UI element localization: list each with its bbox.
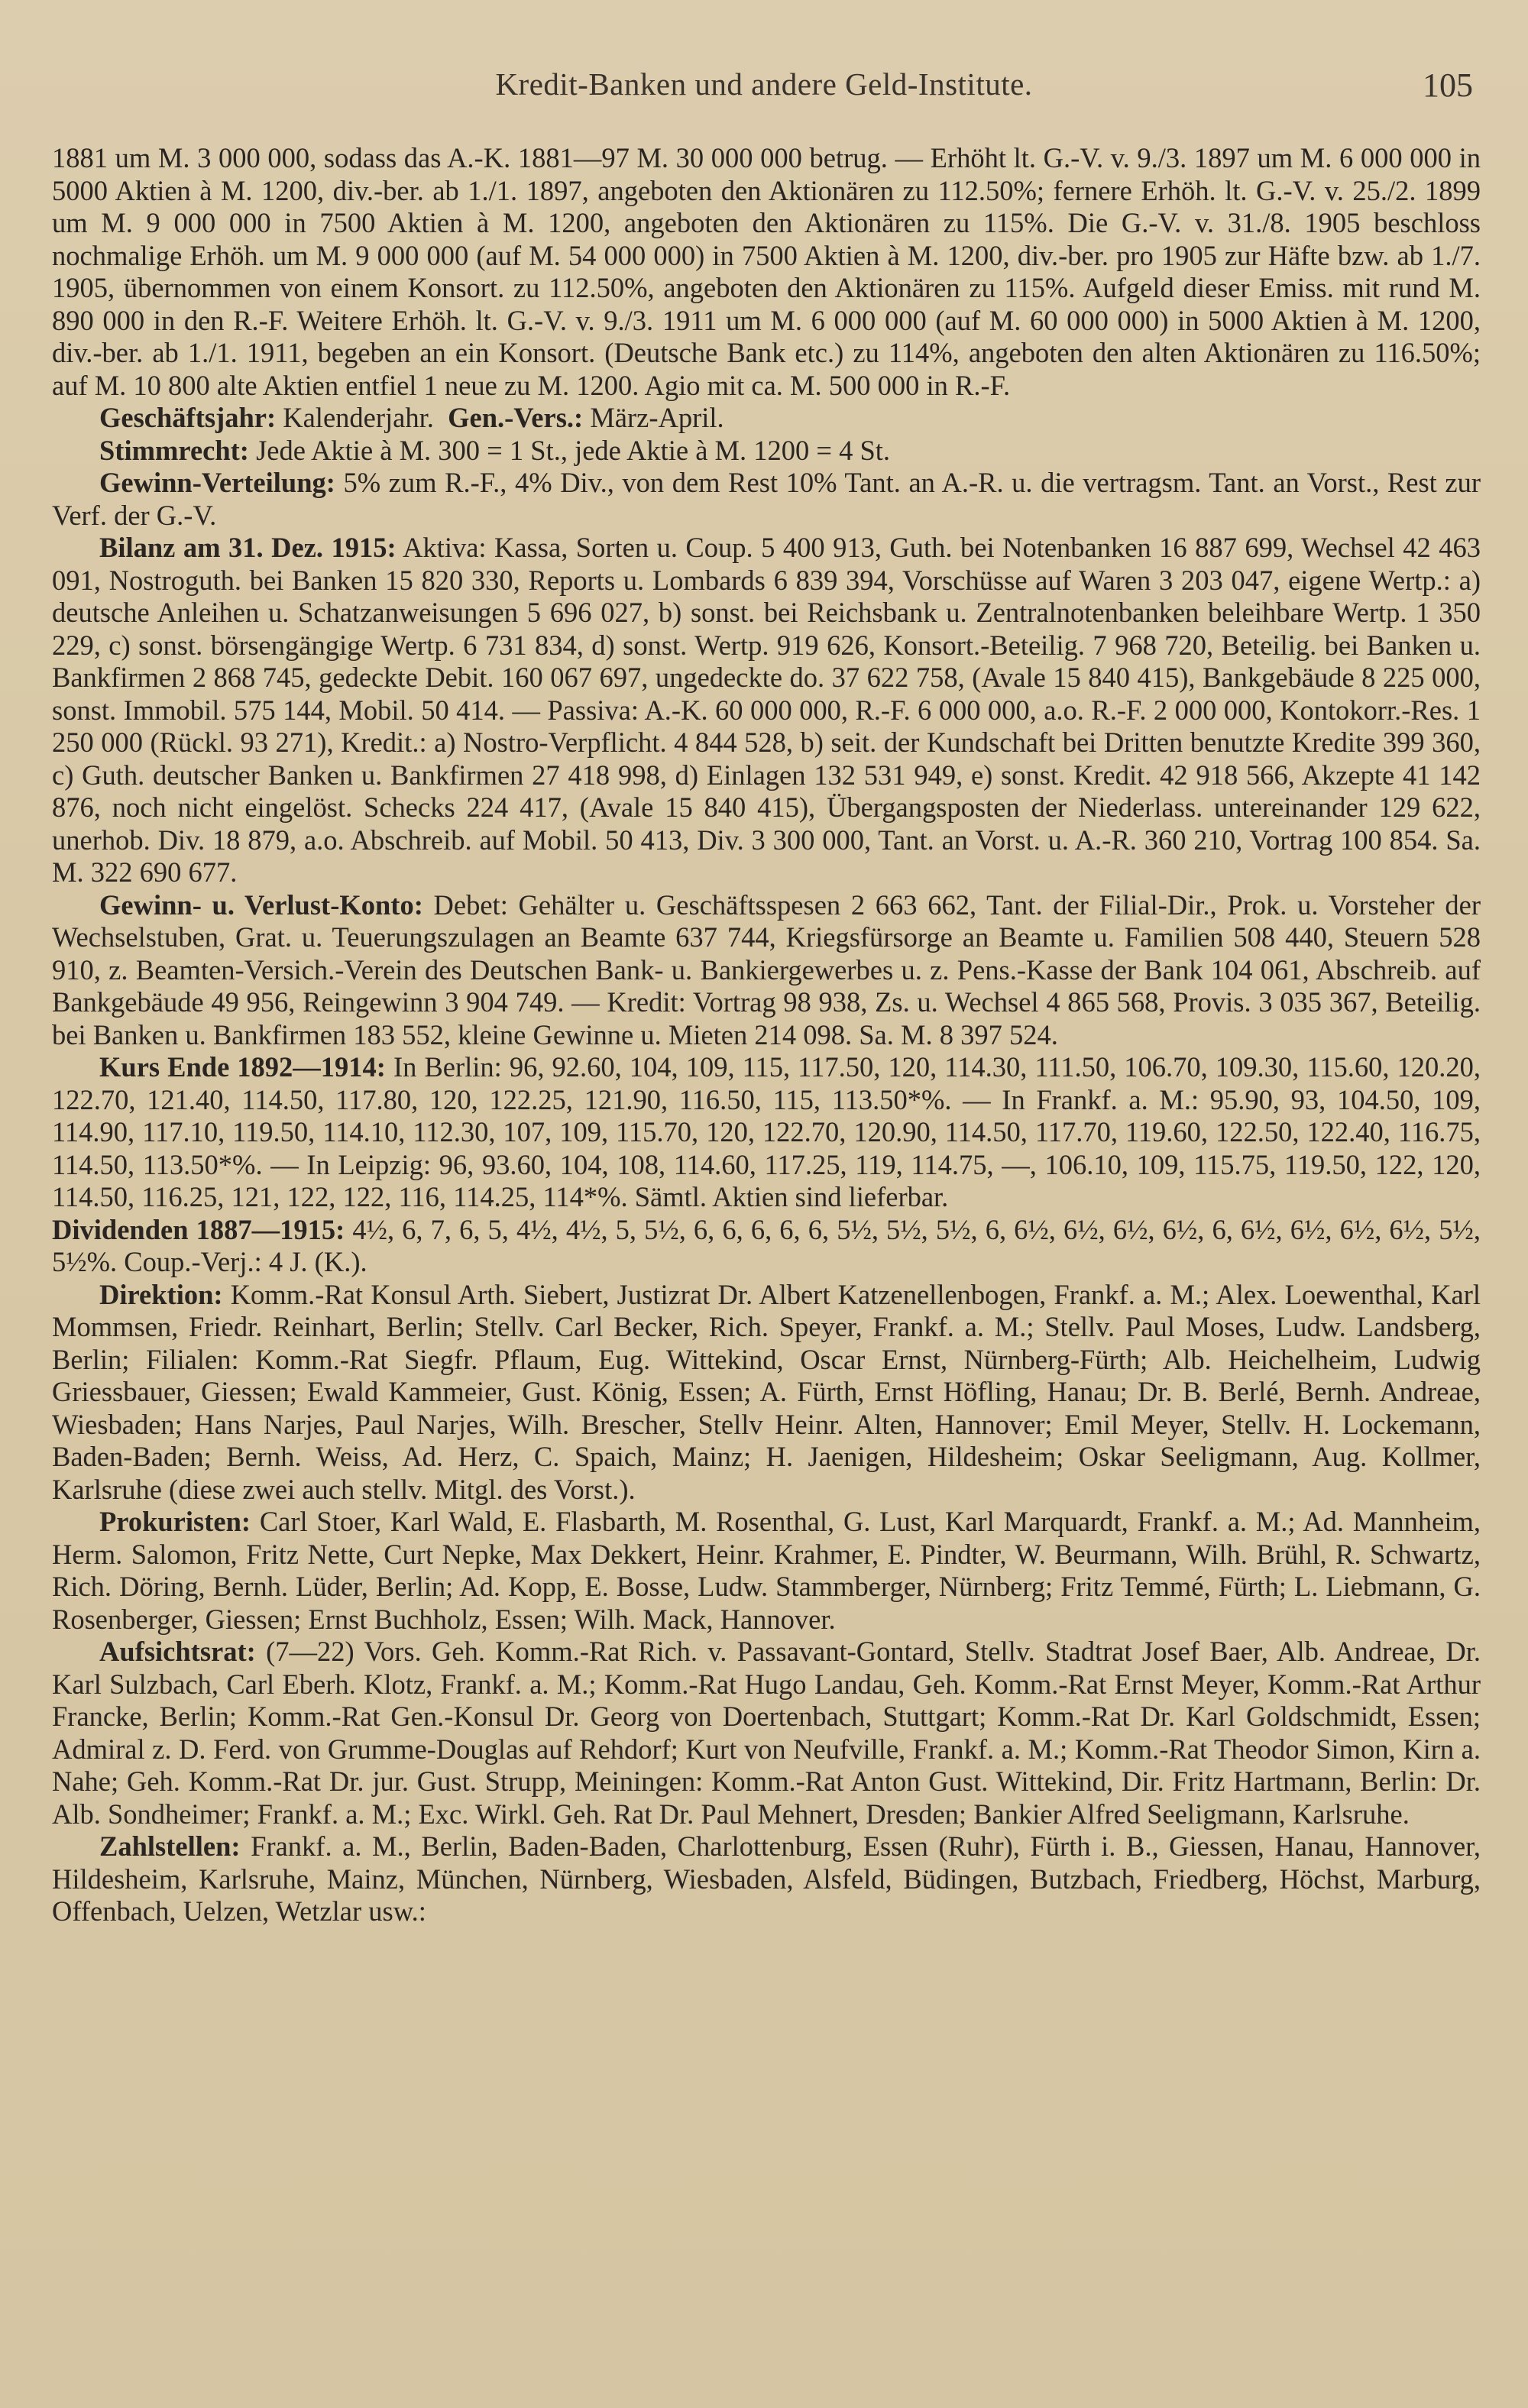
section-heading: Dividenden 1887—1915:: [52, 1213, 345, 1245]
paragraph-text: März-April.: [590, 402, 724, 433]
paragraph-text: In Berlin: 96, 92.60, 104, 109, 115, 117.50, 120, 114.30, 111.50, 106.70, 109.30, 115.60, 120.20, 122.70, 121.40, 114.50, 117.80, 120, 122.25, 121.90, 116.50, 115, 113.50*%. — In Frankf. a. M.: 95.90, 93, 104.50, 109, 114.90, 117.10, 119.50, 114.10, 112.30, 107, 109, 115.70, 120, 122.70, 120.90, 114.50, 117.70, 119.60, 122.50, 122.40, 116.75, 114.50, 113.50*%. — In Leipzig: 96, 93.60, 104, 108, 114.60, 117.25, 119, 114.75, —, 106.10, 109, 115.75, 119.50, 122, 120, 114.50, 116.25, 121, 122, 122, 116, 114.25, 114*%. Sämtl. Aktien sind lieferbar.: [52, 1051, 1481, 1212]
fiscal-year-paragraph: [52, 402, 1481, 435]
section-heading: Gewinn-Verteilung:: [99, 467, 335, 498]
page-number: 105: [1423, 66, 1473, 104]
document-body: [52, 142, 1481, 1928]
section-heading: Gen.-Vers.:: [448, 402, 584, 433]
section-heading: Aufsichtsrat:: [99, 1636, 256, 1667]
page-header: [0, 66, 1528, 112]
profit-loss-paragraph: [52, 889, 1481, 1052]
profit-distribution-paragraph: [52, 467, 1481, 532]
paragraph-text: 1881 um M. 3 000 000, sodass das A.-K. 1881—97 M. 30 000 000 betrug. — Erhöht lt. G.-V. v. 9./3. 1897 um M. 6 000 000 in 5000 Aktien à M. 1200, div.-ber. ab 1./1. 1897, angeboten den Aktionären zu 112.50%; fernere Erhöh. lt. G.-V. v. 25./2. 1899 um M. 9 000 000 in 7500 Aktien à M. 1200, angeboten den Aktionären zu 115%. Die G.-V. v. 31./8. 1905 beschloss nochmalige Erhöh. um M. 9 000 000 (auf M. 54 000 000) in 7500 Aktien à M. 1200, div.-ber. pro 1905 zur Häfte bzw. ab 1./7. 1905, übernommen von einem Konsort. zu 112.50%, angeboten den Aktionären zu 115%. Aufgeld dieser Emiss. mit rund M. 890 000 in den R.-F. Weitere Erhöh. lt. G.-V. v. 9./3. 1911 um M. 6 000 000 (auf M. 60 000 000) in 5000 Aktien à M. 1200, div.-ber. ab 1./1. 1911, begeben an ein Konsort. (Deutsche Bank etc.) zu 114%, angeboten den alten Aktionären zu 116.50%; auf M. 10 800 alte Aktien entfiel 1 neue zu M. 1200. Agio mit ca. M. 500 000 in R.-F.: [52, 142, 1481, 401]
paragraph-text: Komm.-Rat Konsul Arth. Siebert, Justizrat Dr. Albert Katzenellenbogen, Frankf. a. M.; Alex. Loewenthal, Karl Mommsen, Friedr. Reinhart, Berlin; Stellv. Carl Becker, Rich. Speyer, Frankf. a. M.; Stellv. Paul Moses, Ludw. Landsberg, Berlin; Filialen: Komm.-Rat Siegfr. Pflaum, Eug. Wittekind, Oscar Ernst, Nürnberg-Fürth; Alb. Heichelheim, Ludwig Griessbauer, Giessen; Ewald Kammeier, Gust. König, Essen; A. Fürth, Ernst Höfling, Hanau; Dr. B. Berlé, Bernh. Andreae, Wiesbaden; Hans Narjes, Paul Narjes, Wilh. Brescher, Stellv Heinr. Alten, Hannover; Emil Meyer, Stellv. H. Lockemann, Baden-Baden; Bernh. Weiss, Ad. Herz, C. Spaich, Mainz; H. Jaenigen, Hildesheim; Oskar Seeligmann, Aug. Kollmer, Karlsruhe (diese zwei auch stellv. Mitgl. des Vorst.).: [52, 1278, 1481, 1505]
section-heading: Direktion:: [99, 1278, 223, 1310]
paragraph-text: Carl Stoer, Karl Wald, E. Flasbarth, M. Rosenthal, G. Lust, Karl Marquardt, Frankf. a. M.; Ad. Mannheim, Herm. Salomon, Fritz Nette, Curt Nepke, Max Dekkert, Heinr. Krahmer, E. Pindter, W. Beurmann, Wilh. Brühl, R. Schwartz, Rich. Döring, Bernh. Lüder, Berlin; Ad. Kopp, E. Bosse, Ludw. Stammberger, Nürnberg; Fritz Temmé, Fürth; L. Liebmann, G. Rosenberger, Giessen; Ernst Buchholz, Essen; Wilh. Mack, Hannover.: [52, 1506, 1481, 1635]
dividends-paragraph: [52, 1214, 1481, 1279]
balance-sheet-paragraph: [52, 532, 1481, 889]
section-heading: Bilanz am 31. Dez. 1915:: [99, 532, 397, 563]
section-heading: Geschäftsjahr:: [99, 402, 277, 433]
section-heading: Stimmrecht:: [99, 434, 249, 466]
authorized-officers-paragraph: [52, 1506, 1481, 1636]
paragraph-text: Debet: Gehälter u. Geschäftsspesen 2 663 662, Tant. der Filial-Dir., Prok. u. Vorsteher der Wechselstuben, Grat. u. Teuerungszulagen an Beamte 637 744, Kriegsfürsorge an Beamte u. Familien 508 440, Steuern 528 910, z. Beamten-Versich.-Verein des Deutschen Bank- u. Bankiergewerbes u. z. Pens.-Kasse der Bank 104 061, Abschreib. auf Bankgebäude 49 956, Reingewinn 3 904 749. — Kredit: Vortrag 98 938, Zs. u. Wechsel 4 865 568, Provis. 3 035 367, Beteilig. bei Banken u. Bankfirmen 183 552, kleine Gewinne u. Mieten 214 098. Sa. M. 8 397 524.: [52, 888, 1481, 1050]
voting-rights-paragraph: [52, 435, 1481, 468]
section-heading: Gewinn- u. Verlust-Konto:: [99, 888, 423, 921]
paragraph-text: Aktiva: Kassa, Sorten u. Coup. 5 400 913, Guth. bei Notenbanken 16 887 699, Wechsel 42 463 091, Nostroguth. bei Banken 15 820 330, Reports u. Lombards 6 839 394, Vorschüsse auf Waren 3 203 047, eigene Wertp.: a) deutsche Anleihen u. Schatzanweisungen 5 696 027, b) sonst. bei Reichsbank u. Zentralnotenbanken beleihbare Wertp. 1 350 229, c) sonst. börsengängige Wertp. 6 731 834, d) sonst. Wertp. 919 626, Konsort.-Beteilig. 7 968 720, Beteilig. bei Banken u. Bankfirmen 2 868 745, gedeckte Debit. 160 067 697, ungedeckte do. 37 622 758, (Avale 15 840 415), Bankgebäude 8 225 000, sonst. Immobil. 575 144, Mobil. 50 414. — Passiva: A.-K. 60 000 000, R.-F. 6 000 000, a.o. R.-F. 2 000 000, Kontokorr.-Res. 1 250 000 (Rückl. 93 271), Kredit.: a) Nostro-Verpflicht. 4 844 528, b) seit. der Kundschaft bei Dritten benutzte Kredite 399 360, c) Guth. deutscher Banken u. Bankfirmen 27 418 998, d) Einlagen 132 531 949, e) sonst. Kredit. 42 918 566, Akzepte 41 142 876, noch nicht eingelöst. Schecks 224 417, (Avale 15 840 415), Übergangsposten der Niederlass. untereinander 129 622, unerhob. Div. 18 879, a.o. Abschreib. auf Mobil. 50 413, Div. 3 300 000, Tant. an Vorst. u. A.-R. 360 210, Vortrag 100 854. Sa. M. 322 690 677.: [52, 532, 1481, 888]
management-paragraph: [52, 1279, 1481, 1507]
section-heading: Zahlstellen:: [99, 1830, 241, 1862]
section-heading: Kurs Ende 1892—1914:: [99, 1051, 386, 1083]
section-heading: Prokuristen:: [99, 1506, 251, 1537]
paragraph-text: (7—22) Vors. Geh. Komm.-Rat Rich. v. Passavant-Gontard, Stellv. Stadtrat Josef Baer, Alb. Andreae, Dr. Karl Sulzbach, Carl Eberh. Klotz, Frankf. a. M.; Komm.-Rat Hugo Landau, Geh. Komm.-Rat Ernst Meyer, Komm.-Rat Arthur Francke, Berlin; Komm.-Rat Gen.-Konsul Dr. Georg von Doertenbach, Stuttgart; Komm.-Rat Dr. Karl Goldschmidt, Essen; Admiral z. D. Ferd. von Grumme-Douglas auf Rehdorf; Kurt von Neufville, Frankf. a. M.; Komm.-Rat Theodor Simon, Kirn a. Nahe; Geh. Komm.-Rat Dr. jur. Gust. Strupp, Meiningen: Komm.-Rat Anton Gust. Wittekind, Dir. Fritz Hartmann, Berlin: Dr. Alb. Sondheimer; Frankf. a. M.; Exc. Wirkl. Geh. Rat Dr. Paul Mehnert, Dresden; Bankier Alfred Seeligmann, Karlsruhe.: [52, 1636, 1481, 1830]
paragraph-text: Jede Aktie à M. 300 = 1 St., jede Aktie à M. 1200 = 4 St.: [256, 434, 891, 466]
paragraph-text: 4½, 6, 7, 6, 5, 4½, 4½, 5, 5½, 6, 6, 6, 6, 6, 5½, 5½, 5½, 6, 6½, 6½, 6½, 6½, 6, 6½, 6½, 6½, 6½, 5½, 5½%. Coup.-Verj.: 4 J. (K.).: [52, 1213, 1481, 1277]
paragraph-text: 5% zum R.-F., 4% Div., von dem Rest 10% Tant. an A.-R. u. die vertragsm. Tant. an Vorst., Rest zur Verf. der G.-V.: [52, 467, 1481, 531]
capital-history-paragraph: [52, 142, 1481, 402]
paragraph-text: Frankf. a. M., Berlin, Baden-Baden, Charlottenburg, Essen (Ruhr), Fürth i. B., Giessen, Hanau, Hannover, Hildesheim, Karlsruhe, Mainz, München, Nürnberg, Wiesbaden, Alsfeld, Büdingen, Butzbach, Friedberg, Höchst, Marburg, Offenbach, Uelzen, Wetzlar usw.:: [52, 1830, 1481, 1927]
share-price-paragraph: [52, 1051, 1481, 1214]
supervisory-board-paragraph: [52, 1636, 1481, 1830]
paragraph-text: Kalenderjahr.: [283, 402, 434, 433]
paying-agents-paragraph: [52, 1830, 1481, 1928]
running-title: Kredit-Banken und andere Geld-Institute.: [495, 66, 1033, 102]
